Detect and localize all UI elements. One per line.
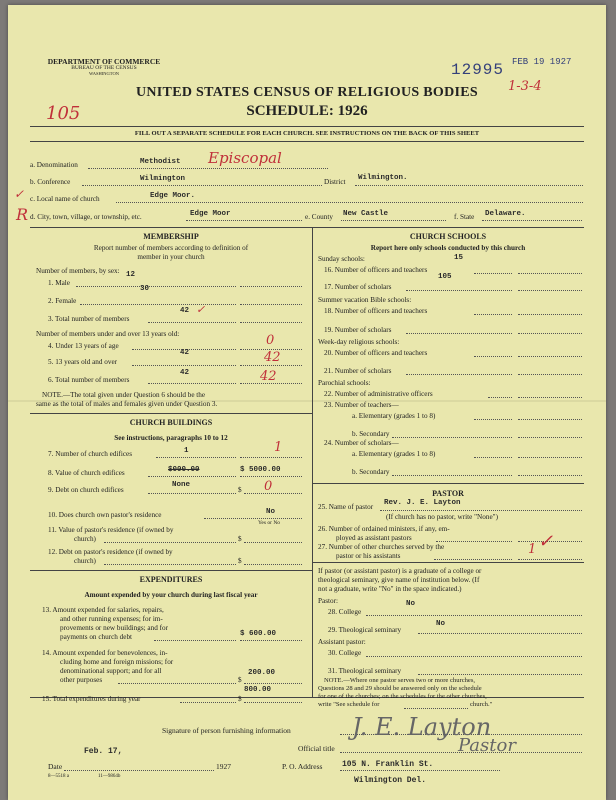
sunday-scholars-value: 105: [438, 273, 452, 281]
residence-value-label-2: church): [74, 535, 96, 543]
edifice-value-label: 8. Value of church edifices: [48, 469, 125, 477]
assistant-college-label: 30. College: [328, 649, 362, 657]
residence-value-field[interactable]: [244, 542, 302, 543]
form-instruction: FILL OUT A SEPARATE SCHEDULE FOR EACH CHURCH. SEE INSTRUCTIONS ON THE BACK OF THIS SHEET: [134, 130, 480, 137]
city-label: d. City, town, village, or township, etc.: [30, 213, 142, 221]
over-13-field[interactable]: [240, 365, 302, 366]
graduate-note-3: not a graduate, write "No" in the space indicated.): [318, 585, 462, 593]
pastor-college-label: 28. College: [328, 608, 362, 616]
pastor-subheading: Pastor:: [318, 597, 338, 605]
total-expenditures-field[interactable]: [244, 702, 302, 703]
summer-schools-label: Summer vacation Bible schools:: [318, 296, 412, 304]
male-label: 1. Male: [48, 279, 70, 287]
denomination-value: Methodist: [140, 158, 181, 166]
official-title-handwritten: Pastor: [458, 735, 516, 756]
edifice-debt-field[interactable]: [244, 493, 302, 494]
pastor-college-field[interactable]: [366, 615, 582, 616]
teachers-secondary-field[interactable]: [518, 437, 582, 438]
running-expenses-label-4: payments on church debt: [60, 633, 133, 641]
edifice-value-struck: $000.00: [168, 466, 200, 474]
scholars-secondary-field[interactable]: [518, 475, 582, 476]
buildings-heading: CHURCH BUILDINGS: [129, 418, 213, 427]
residence-debt-field[interactable]: [244, 564, 302, 565]
edifice-value-amount: $ 5000.00: [240, 466, 281, 474]
sunday-officers-field[interactable]: [518, 273, 582, 274]
benevolences-field[interactable]: [244, 683, 302, 684]
weekday-officers-label: 20. Number of officers and teachers: [324, 349, 428, 357]
revision-mark-icon: R: [16, 205, 29, 224]
buildings-intro: See instructions, paragraphs 10 to 12: [114, 434, 228, 442]
edifices-handwritten: 1: [274, 440, 283, 455]
owns-residence-label: 10. Does church own pastor's residence: [48, 511, 162, 519]
total-members-value: 42: [180, 307, 190, 315]
parochial-admin-label: 22. Number of administrative officers: [324, 390, 433, 398]
male-field[interactable]: [240, 286, 302, 287]
expenditures-heading: EXPENDITURES: [139, 575, 203, 584]
membership-note-1: NOTE.—The total given under Question 6 should be the: [42, 391, 206, 399]
assistant-seminary-label: 31. Theological seminary: [328, 667, 402, 675]
state-label: f. State: [454, 213, 475, 221]
city-field[interactable]: [186, 220, 302, 221]
edifice-value-field[interactable]: [240, 476, 302, 477]
membership-intro-1: Report number of members according to definition of: [93, 244, 249, 252]
edifice-debt-label: 9. Debt on church edifices: [48, 486, 124, 494]
check-mark-icon: ✓: [538, 531, 554, 552]
weekday-officers-field[interactable]: [518, 356, 582, 357]
form-title: UNITED STATES CENSUS OF RELIGIOUS BODIES: [135, 85, 478, 100]
check-mark-icon: ✓: [14, 187, 25, 201]
received-stamp: FEB 19 1927: [512, 57, 572, 67]
county-field[interactable]: [341, 220, 446, 221]
handwritten-code-left: 105: [46, 103, 81, 124]
dollar-sign: $: [238, 535, 242, 543]
female-label: 2. Female: [48, 297, 77, 305]
weekday-scholars-label: 21. Number of scholars: [324, 367, 392, 375]
pastor-name-value: Rev. J. E. Layton: [384, 499, 461, 507]
check-mark-icon: ✓: [196, 303, 206, 316]
graduate-note-1: If pastor (or assistant pastor) is a graduate of a college or: [318, 567, 482, 575]
benevolences-label-2: cluding home and foreign missions; for: [60, 658, 174, 666]
total-members-6-value: 42: [180, 369, 190, 377]
po-address-label: P. O. Address: [282, 762, 323, 771]
pastor-name-note: (If church has no pastor, write "None"): [386, 513, 498, 521]
schedule-number: 12995: [451, 61, 505, 79]
pastor-seminary-value: No: [436, 620, 446, 628]
census-schedule-sheet: [8, 5, 606, 800]
pastor-note-1: NOTE.—Where one pastor serves two or more churches,: [324, 677, 476, 684]
dollar-sign: $: [238, 695, 242, 703]
assistant-ministers-label-1: 26. Number of ordained ministers, if any, em-: [318, 525, 450, 533]
teachers-elementary-label: a. Elementary (grades 1 to 8): [352, 412, 436, 420]
edifices-value: 1: [184, 447, 189, 455]
pastor-name-label: 25. Name of pastor: [318, 503, 374, 511]
date-field[interactable]: [64, 770, 214, 771]
sunday-schools-label: Sunday schools:: [318, 255, 365, 263]
membership-note-2: same as the total of males and females given under Question 3.: [36, 400, 218, 408]
running-expenses-label-2: and other running expenses; for im-: [60, 615, 163, 623]
assistant-seminary-field[interactable]: [418, 674, 582, 675]
benevolences-label-3: denominational support; and for all: [60, 667, 162, 675]
county-value: New Castle: [343, 210, 389, 218]
membership-intro-2: member in your church: [137, 253, 205, 261]
district-value: Wilmington.: [358, 174, 408, 182]
state-value: Delaware.: [485, 210, 526, 218]
signature-handwritten: J. E. Layton: [352, 713, 492, 741]
state-field[interactable]: [482, 220, 582, 221]
parochial-teachers-label: 23. Number of teachers—: [324, 401, 399, 409]
under-13-label: 4. Under 13 years of age: [48, 342, 119, 350]
summer-officers-field[interactable]: [518, 314, 582, 315]
other-churches-label-2: pastor or his assistants: [336, 552, 401, 560]
local-name-label: c. Local name of church: [30, 195, 100, 203]
po-address-value: 105 N. Franklin St.: [342, 760, 434, 769]
summer-officers-label: 18. Number of officers and teachers: [324, 307, 428, 315]
edifice-debt-value: None: [172, 481, 191, 489]
local-name-value: Edge Moor.: [150, 192, 196, 200]
sunday-scholars-label: 17. Number of scholars: [324, 283, 392, 291]
female-field[interactable]: [240, 304, 302, 305]
dept-line-1: DEPARTMENT OF COMMERCE: [47, 57, 161, 66]
scholars-elementary-field[interactable]: [518, 457, 582, 458]
running-expenses-label-1: 13. Amount expended for salaries, repairs,: [42, 606, 164, 614]
po-address-value-2: Wilmington Del.: [354, 776, 427, 785]
po-address-field[interactable]: [340, 770, 500, 771]
conference-field[interactable]: [82, 185, 322, 186]
residence-debt-label-2: church): [74, 557, 96, 565]
conference-label: b. Conference: [30, 178, 71, 186]
dept-line-3: WASHINGTON: [89, 71, 119, 76]
schools-heading: CHURCH SCHOOLS: [409, 232, 487, 241]
scholars-elementary-label: a. Elementary (grades 1 to 8): [352, 450, 436, 458]
denomination-label: a. Denomination: [30, 161, 78, 169]
pastor-seminary-field[interactable]: [418, 633, 582, 634]
pastor-heading: PASTOR: [432, 489, 464, 498]
running-expenses-label-3: provements or new buildings; and for: [60, 624, 168, 632]
pastor-note-4b: church.": [470, 701, 493, 708]
graduate-note-2: theological seminary, give name of institution below. (If: [318, 576, 480, 584]
summer-scholars-label: 19. Number of scholars: [324, 326, 392, 334]
other-churches-field[interactable]: [518, 559, 582, 560]
dept-line-2: BUREAU OF THE CENSUS: [71, 65, 137, 71]
denomination-field[interactable]: [88, 168, 328, 169]
yes-or-no-hint: Yes or No: [258, 520, 281, 526]
print-code-2: 11—9864b: [98, 774, 121, 779]
county-label: e. County: [305, 213, 333, 221]
pastor-name-field[interactable]: [380, 510, 582, 511]
dollar-sign: $: [238, 486, 242, 494]
running-expenses-field[interactable]: [240, 640, 302, 641]
benevolences-label-1: 14. Amount expended for benevolences, in-: [42, 649, 168, 657]
edifice-debt-handwritten: 0: [264, 479, 273, 494]
under-13-handwritten: 0: [266, 333, 275, 348]
signature-label: Signature of person furnishing information: [162, 726, 291, 735]
handwritten-code-right: 1-3-4: [508, 79, 542, 94]
assistant-college-field[interactable]: [366, 656, 582, 657]
other-churches-handwritten: 1: [528, 542, 537, 557]
city-value: Edge Moor: [190, 210, 231, 218]
total-expenditures-label: 15. Total expenditures during year: [42, 695, 141, 703]
edifices-label: 7. Number of church edifices: [48, 450, 133, 458]
parochial-admin-field[interactable]: [518, 397, 582, 398]
edifices-field[interactable]: [240, 457, 302, 458]
dollar-sign: $: [238, 557, 242, 565]
district-field[interactable]: [355, 185, 583, 186]
sunday-scholars-field[interactable]: [518, 290, 582, 291]
over-13-handwritten: 42: [264, 350, 281, 365]
local-name-field[interactable]: [116, 202, 583, 203]
official-title-label: Official title: [298, 744, 335, 753]
residence-value-label-1: 11. Value of pastor's residence (if owned by: [48, 526, 174, 534]
benevolences-value: 200.00: [248, 669, 276, 677]
pastor-note-2: Questions 28 and 29 should be answered only on the schedule: [318, 685, 482, 692]
print-code-1: 8—5518 a: [48, 774, 69, 779]
over-13-value: 42: [180, 349, 190, 357]
date-label: Date: [48, 762, 63, 771]
pastor-college-value: No: [406, 600, 416, 608]
pastor-note-3: for one of the churches; on the schedules for the other churches,: [318, 693, 487, 700]
assistant-pastor-subheading: Assistant pastor:: [318, 638, 366, 646]
parochial-scholars-label: 24. Number of scholars—: [324, 439, 399, 447]
teachers-secondary-label: b. Secondary: [352, 430, 390, 438]
summer-scholars-field[interactable]: [518, 333, 582, 334]
pastor-note-4: write "See schedule for: [318, 701, 380, 708]
under-over-label: Number of members under and over 13 years old:: [36, 330, 180, 338]
male-value: 12: [126, 271, 136, 279]
sunday-officers-label: 16. Number of officers and teachers: [324, 266, 428, 274]
other-churches-label-1: 27. Number of other churches served by the: [318, 543, 445, 551]
total-members-label: 3. Total number of members: [48, 315, 130, 323]
form-subtitle: SCHEDULE: 1926: [246, 103, 368, 119]
benevolences-label-4: other purposes: [60, 676, 103, 684]
date-year: 1927: [216, 762, 231, 771]
membership-heading: MEMBERSHIP: [143, 232, 199, 241]
district-label: District: [324, 178, 346, 186]
female-value: 30: [140, 285, 150, 293]
parochial-schools-label: Parochial schools:: [318, 379, 371, 387]
dollar-sign: $: [238, 676, 242, 684]
denomination-handwritten: Episcopal: [208, 149, 282, 167]
date-value: Feb. 17,: [84, 747, 123, 756]
over-13-label: 5. 13 years old and over: [48, 358, 118, 366]
sunday-schools-value: 15: [454, 254, 464, 262]
scholars-secondary-label: b. Secondary: [352, 468, 390, 476]
running-expenses-value: $ 600.00: [240, 630, 277, 638]
schools-intro: Report here only schools conducted by this church: [370, 244, 526, 252]
owns-residence-value: No: [266, 508, 276, 516]
total-members-6-label: 6. Total number of members: [48, 376, 130, 384]
members-by-sex-label: Number of members, by sex:: [36, 267, 120, 275]
pastor-seminary-label: 29. Theological seminary: [328, 626, 402, 634]
total-members-6-handwritten: 42: [260, 369, 277, 384]
weekday-scholars-field[interactable]: [518, 374, 582, 375]
weekday-schools-label: Week-day religious schools:: [318, 338, 400, 346]
residence-debt-label-1: 12. Debt on pastor's residence (if owned by: [48, 548, 173, 556]
teachers-elementary-field[interactable]: [518, 419, 582, 420]
assistant-ministers-label-2: ployed as assistant pastors: [336, 534, 412, 542]
conference-value: Wilmington: [140, 175, 186, 183]
total-members-field[interactable]: [240, 322, 302, 323]
owns-residence-field[interactable]: [204, 518, 302, 519]
expenditures-intro: Amount expended by your church during last fiscal year: [84, 591, 258, 599]
total-expenditures-value: 800.00: [244, 686, 272, 694]
